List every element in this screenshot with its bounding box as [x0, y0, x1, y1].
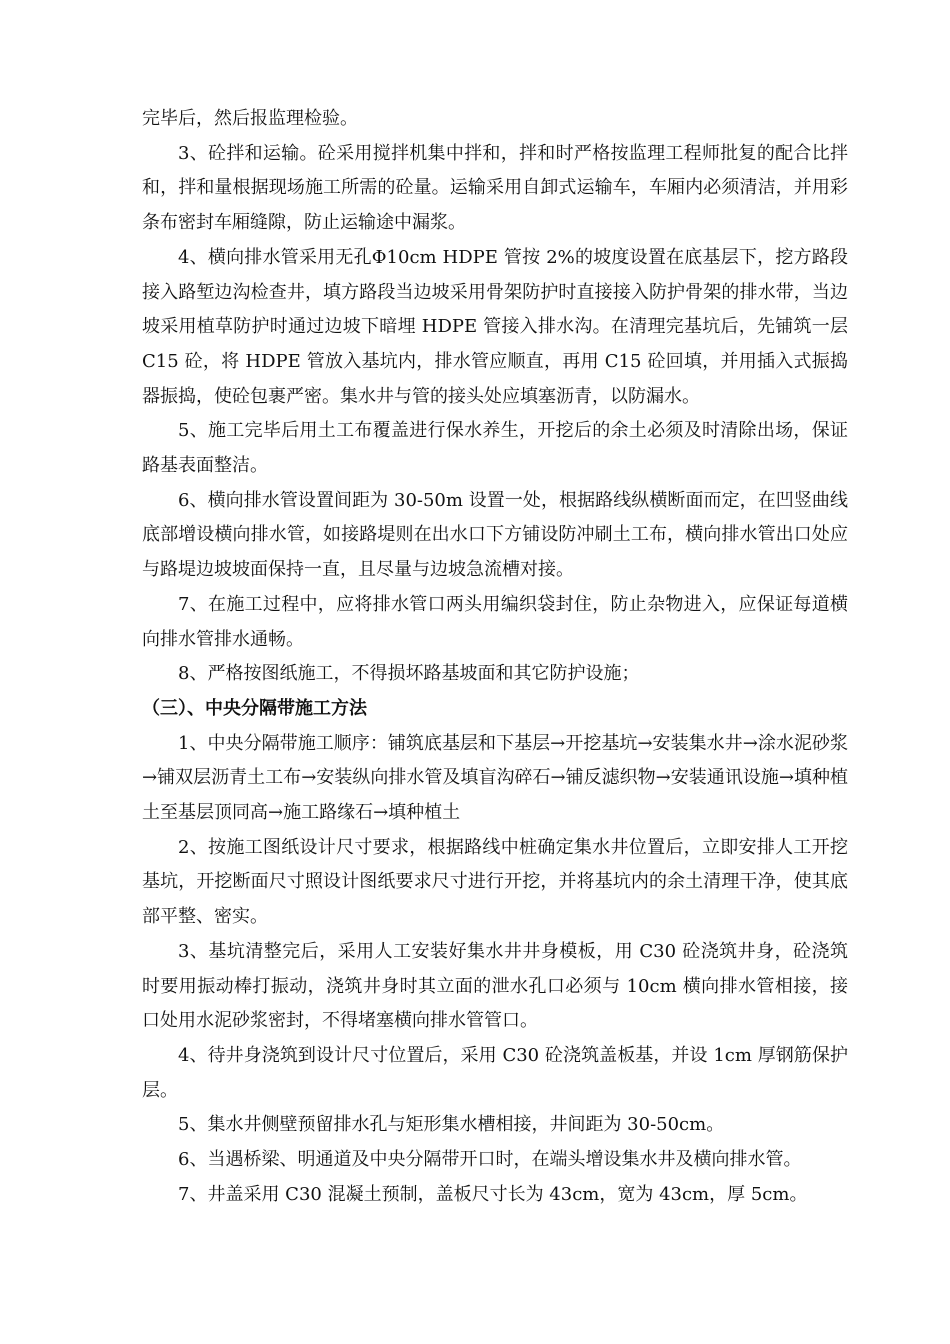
section-paragraph-2: 2、按施工图纸设计尺寸要求，根据路线中桩确定集水井位置后，立即安排人工开挖基坑，开挖断面尺寸照设计图纸要求尺寸进行开挖，并将基坑内的余土清理干净，使其底部平整、密实。 — [142, 836, 848, 928]
paragraph-item-8: 8、严格按图纸施工，不得损坏路基坡面和其它防护设施； — [178, 663, 640, 685]
paragraph-item-5: 5、施工完毕后用土工布覆盖进行保水养生，开挖后的余土必须及时清除出场，保证路基表面整洁。 — [142, 420, 848, 477]
section-paragraph-3: 3、基坑清整完后，采用人工安装好集水井井身模板，用 C30 砼浇筑井身，砼浇筑时要用振动棒打振动，浇筑井身时其立面的泄水孔口必须与 10cm 横向排水管相接，接口处用水泥砂浆密封，不得堵塞横向排水管管口。 — [142, 940, 848, 1032]
paragraph-item-7: 7、在施工过程中，应将排水管口两头用编织袋封住，防止杂物进入，应保证每道横向排水管排水通畅。 — [142, 593, 848, 650]
section-paragraph-5: 5、集水井侧壁预留排水孔与矩形集水槽相接，井间距为 30-50cm。 — [178, 1114, 725, 1136]
section-heading: （三）、中央分隔带施工方法 — [142, 697, 367, 719]
paragraph-item-3: 3、砼拌和运输。砼采用搅拌机集中拌和，拌和时严格按监理工程师批复的配合比拌和，拌和量根据现场施工所需的砼量。运输采用自卸式运输车，车厢内必须清洁，并用彩条布密封车厢缝隙，防止运输途中漏浆。 — [142, 142, 848, 234]
paragraph-item-6: 6、横向排水管设置间距为 30-50m 设置一处，根据路线纵横断面而定，在凹竖曲线底部增设横向排水管，如接路堤则在出水口下方铺设防冲刷土工布，横向排水管出口处应与路堤边坡坡面保持一直，且尽量与边坡急流槽对接。 — [142, 489, 848, 581]
document-body — [142, 102, 848, 1213]
section-paragraph-1: 1、中央分隔带施工顺序：铺筑底基层和下基层→开挖基坑→安装集水井→涂水泥砂浆→铺双层沥青土工布→安装纵向排水管及填盲沟碎石→铺反滤织物→安装通讯设施→填种植土至基层顶同高→施工路缘石→填种植土 — [142, 732, 848, 824]
section-paragraph-4: 4、待井身浇筑到设计尺寸位置后，采用 C30 砼浇筑盖板基，并设 1cm 厚钢筋保护层。 — [142, 1044, 848, 1101]
paragraph-item-4: 4、横向排水管采用无孔Φ10cm HDPE 管按 2%的坡度设置在底基层下，挖方路段接入路堑边沟检查井，填方路段当边坡采用骨架防护时直接接入防护骨架的排水带，当边坡采用植草防护时通过边坡下暗埋 HDPE 管接入排水沟。在清理完基坑后，先铺筑一层 C15 砼，将 HDPE 管放入基坑内，排水管应顺直，再用 C15 砼回填，并用插入式振捣器振捣，使砼包裹严密。集水井与管的接头处应填塞沥青，以防漏水。 — [142, 246, 848, 407]
section-paragraph-7: 7、井盖采用 C30 混凝土预制，盖板尺寸长为 43cm，宽为 43cm，厚 5cm。 — [178, 1183, 808, 1205]
section-paragraph-6: 6、当遇桥梁、明通道及中央分隔带开口时，在端头增设集水井及横向排水管。 — [178, 1149, 802, 1171]
paragraph-continuation: 完毕后，然后报监理检验。 — [142, 108, 358, 129]
